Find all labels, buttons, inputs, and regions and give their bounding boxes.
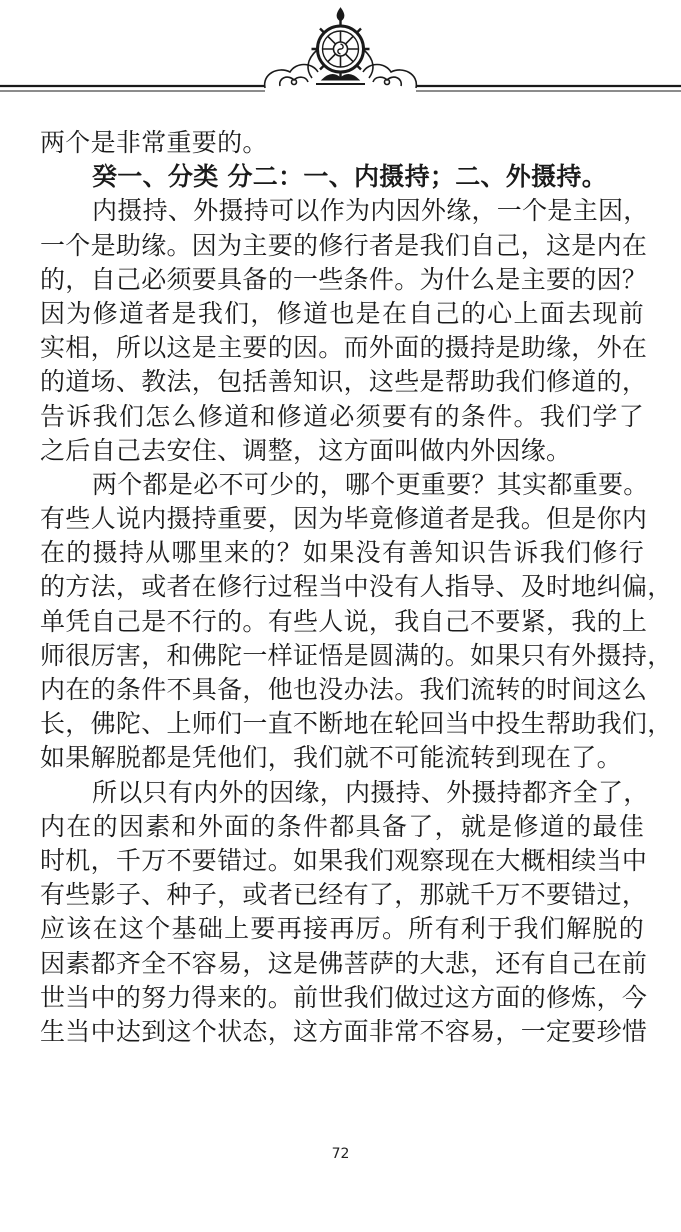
text-line: 师很厉害，和佛陀一样证悟是圆满的。如果只有外摄持， [40, 640, 673, 670]
text-line: 内在的条件不具备，他也没办法。我们流转的时间这么 [40, 675, 648, 704]
text-line: 生当中达到这个状态，这方面非常不容易，一定要珍惜 [40, 1016, 648, 1046]
text-line: 长，佛陀、上师们一直不断地在轮回当中投生帮助我们， [40, 709, 673, 739]
text-line: 实相，所以这是主要的因。而外面的摄持是助缘，外在 [40, 333, 648, 363]
header-ornament [0, 0, 681, 110]
text-line: 告诉我们怎么修道和修道必须要有的条件。我们学了 [40, 401, 644, 431]
text-line: 因素都齐全不容易，这是佛菩萨的大悲，还有自己在前 [40, 948, 648, 978]
text-line: 之后自己去安住、调整，这方面叫做内外因缘。 [40, 435, 572, 465]
text-line: 的，自己必须要具备的一些条件。为什么是主要的因？ [40, 264, 648, 294]
text-line: 所以只有内外的因缘，内摄持、外摄持都齐全了， [92, 777, 649, 807]
text-line: 因为修道者是我们，修道也是在自己的心上面去现前 [40, 298, 644, 328]
text-line: 时机，千万不要错过。如果我们观察现在大概相续当中 [40, 845, 648, 875]
text-line: 的道场、教法，包括善知识，这些是帮助我们修道的， [40, 367, 648, 397]
text-line: 内摄持、外摄持可以作为内因外缘，一个是主因， [92, 196, 649, 226]
text-line: 两个是非常重要的。 [40, 128, 268, 157]
dharma-wheel-icon [308, 8, 373, 84]
text-line: 如果解脱都是凭他们，我们就不可能流转到现在了。 [40, 743, 622, 773]
text-line: 内在的因素和外面的条件都具备了，就是修道的最佳 [40, 811, 644, 841]
text-line: 有些影子、种子，或者已经有了，那就千万不要错过， [40, 880, 648, 910]
section-heading: 癸一、分类 分二：一、内摄持；二、外摄持。 [92, 162, 608, 192]
text-line: 世当中的努力得来的。前世我们做过这方面的修炼，今 [40, 982, 648, 1012]
page-number: 72 [331, 1146, 350, 1162]
body-text [40, 126, 673, 1049]
text-line: 应该在这个基础上要再接再厉。所有利于我们解脱的 [40, 914, 644, 944]
text-line: 在的摄持从哪里来的？如果没有善知识告诉我们修行 [40, 538, 644, 568]
text-line: 单凭自己是不行的。有些人说，我自己不要紧，我的上 [40, 606, 648, 636]
text-line: 两个都是必不可少的，哪个更重要？其实都重要。 [92, 469, 649, 499]
text-line: 的方法，或者在修行过程当中没有人指导、及时地纠偏， [40, 572, 673, 602]
text-line: 有些人说内摄持重要，因为毕竟修道者是我。但是你内 [40, 504, 648, 534]
text-line: 一个是助缘。因为主要的修行者是我们自己，这是内在 [40, 230, 648, 260]
